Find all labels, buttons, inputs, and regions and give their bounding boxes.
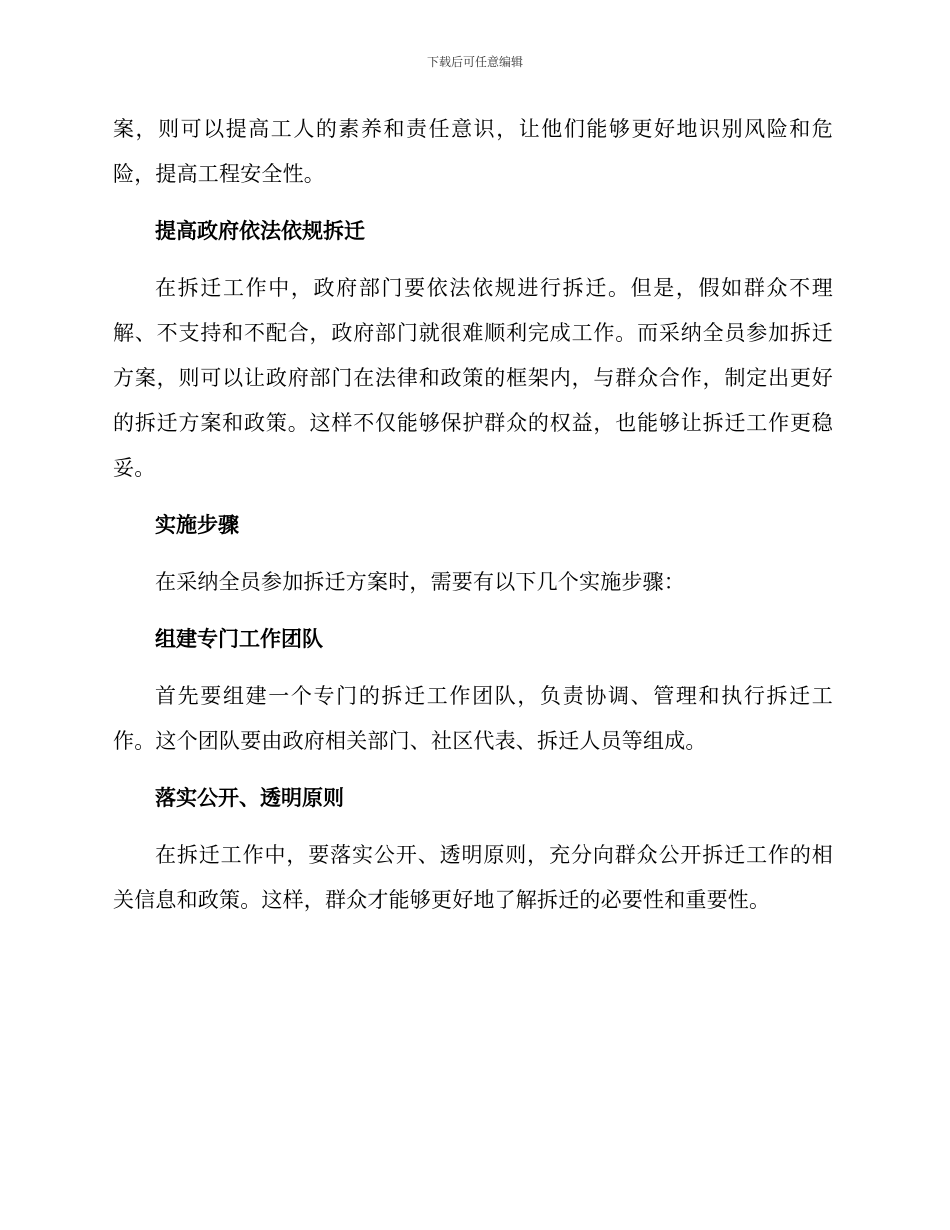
section-heading-government-compliance: 提高政府依法依规拆迁 [155, 219, 365, 243]
paragraph-implementation-intro: 在采纳全员参加拆迁方案时，需要有以下几个实施步骤： [155, 570, 685, 594]
paragraph-build-team: 首先要组建一个专门的拆迁工作团队，负责协调、管理和执行拆迁工作。这个团队要由政府相关部门、社区代表、拆迁人员等组成。 [113, 684, 833, 753]
section-heading-build-team: 组建专门工作团队 [155, 627, 323, 651]
paragraph-transparency: 在拆迁工作中，要落实公开、透明原则，充分向群众公开拆迁工作的相关信息和政策。这样，群众才能够更好地了解拆迁的必要性和重要性。 [113, 843, 833, 912]
section-heading-transparency: 落实公开、透明原则 [155, 786, 344, 810]
paragraph-government-compliance: 在拆迁工作中，政府部门要依法依规进行拆迁。但是，假如群众不理解、不支持和不配合，政府部门就很难顺利完成工作。而采纳全员参加拆迁方案，则可以让政府部门在法律和政策的框架内，与群众合作，制定出更好的拆迁方案和政策。这样不仅能够保护群众的权益，也能够让拆迁工作更稳妥。 [113, 276, 833, 480]
page-header: 下载后可任意编辑 [426, 55, 523, 69]
section-heading-implementation-steps: 实施步骤 [155, 513, 239, 537]
document-body [113, 107, 833, 935]
paragraph-continued: 案，则可以提高工人的素养和责任意识，让他们能够更好地识别风险和危险，提高工程安全性。 [113, 117, 833, 186]
